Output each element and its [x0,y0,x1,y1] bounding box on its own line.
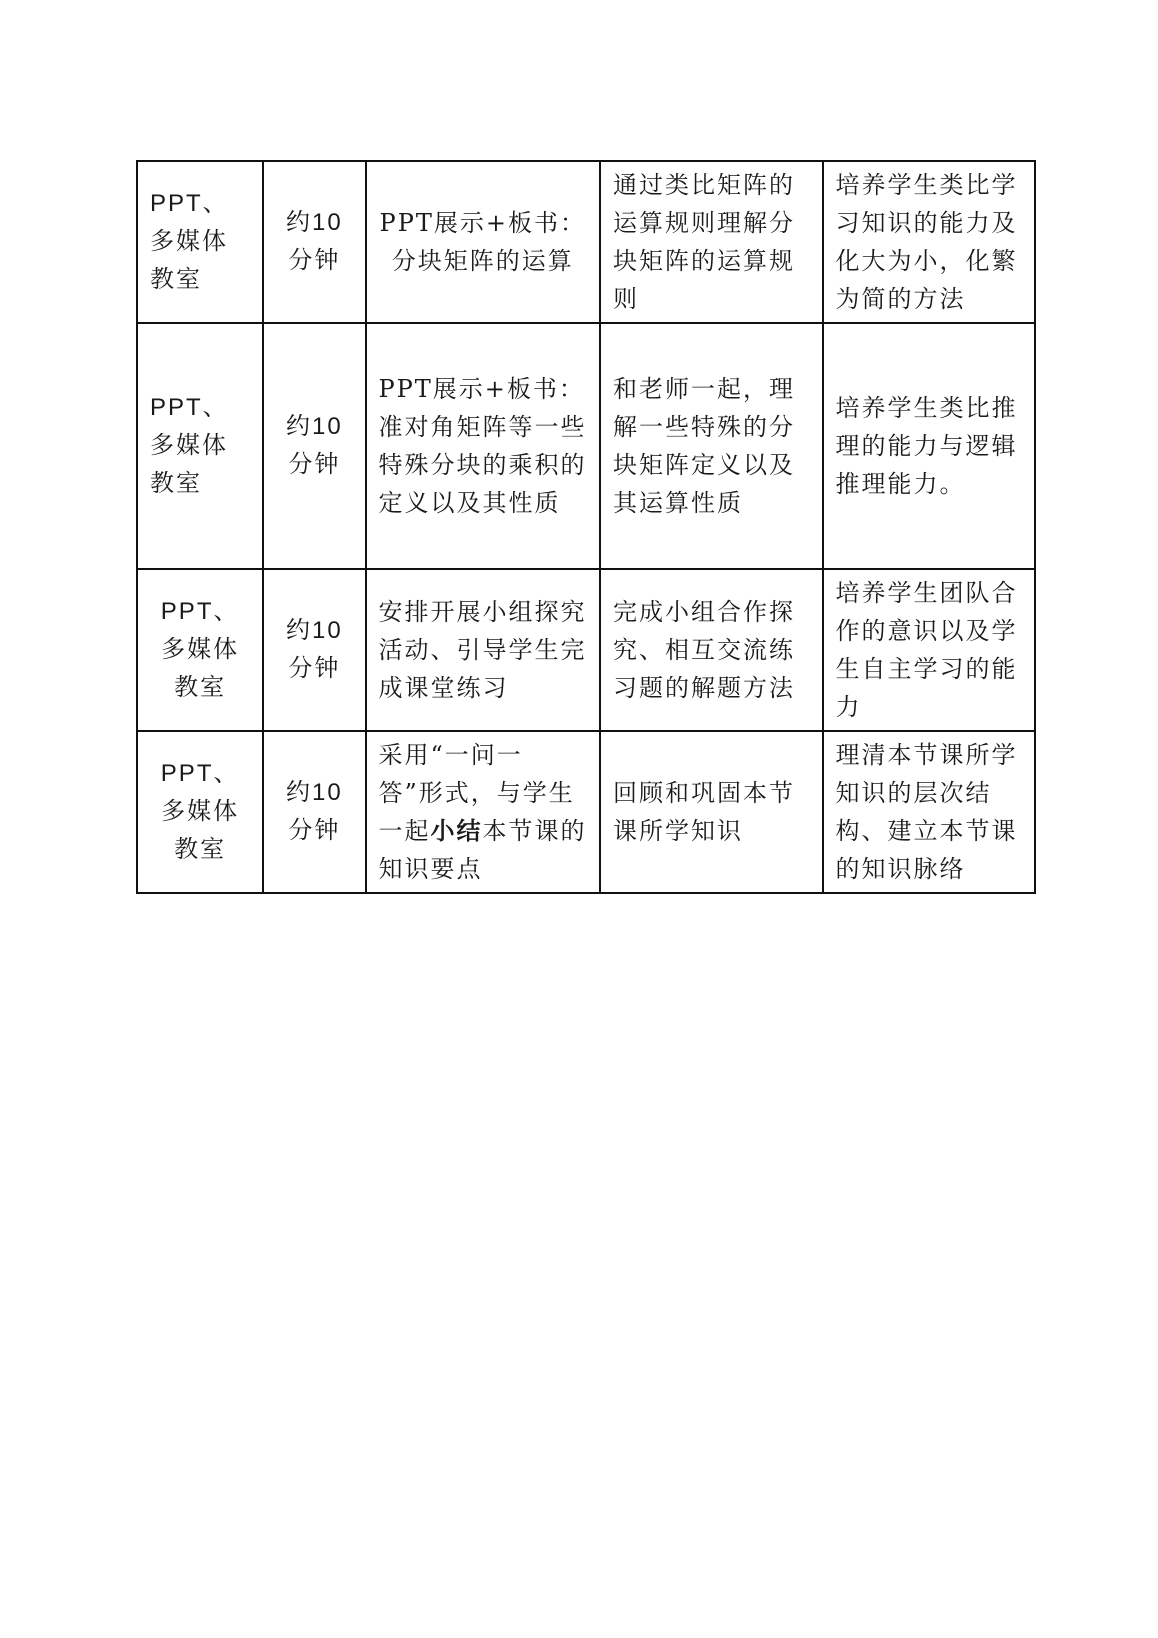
media-cell: PPT、多媒体教室 [137,569,263,731]
table-row [137,161,1035,323]
goal-cell: 培养学生类比学习知识的能力及化大为小，化繁为简的方法 [823,161,1036,323]
lesson-plan-table [136,160,1036,894]
student-activity-cell: 完成小组合作探究、相互交流练习题的解题方法 [600,569,822,731]
teacher-text-bold: 小结 [430,817,483,845]
student-activity-cell: 和老师一起，理解一些特殊的分块矩阵定义以及其运算性质 [600,323,822,569]
media-cell: PPT、多媒体教室 [137,161,263,323]
teacher-activity-cell: 安排开展小组探究活动、引导学生完成课堂练习 [366,569,601,731]
table-row [137,323,1035,569]
goal-cell: 理清本节课所学知识的层次结构、建立本节课的知识脉络 [823,731,1036,893]
student-activity-cell: 通过类比矩阵的运算规则理解分块矩阵的运算规则 [600,161,822,323]
teacher-activity-cell: PPT展示+板书：准对角矩阵等一些特殊分块的乘积的定义以及其性质 [366,323,601,569]
student-activity-cell: 回顾和巩固本节课所学知识 [600,731,822,893]
table-row [137,731,1035,893]
goal-cell: 培养学生团队合作的意识以及学生自主学习的能力 [823,569,1036,731]
table-row [137,569,1035,731]
teacher-activity-cell: PPT展示+板书：分块矩阵的运算 [366,161,601,323]
media-cell: PPT、多媒体教室 [137,731,263,893]
teacher-activity-cell [366,731,601,893]
time-cell: 约10分钟 [263,731,365,893]
teacher-text-after: 本节课的知识要点 [378,817,587,883]
time-cell: 约10分钟 [263,569,365,731]
time-cell: 约10分钟 [263,323,365,569]
teacher-text-before: 采用“一问一答”形式，与学生一起 [378,741,575,845]
time-cell: 约10分钟 [263,161,365,323]
media-cell: PPT、多媒体教室 [137,323,263,569]
goal-cell: 培养学生类比推理的能力与逻辑推理能力。 [823,323,1036,569]
